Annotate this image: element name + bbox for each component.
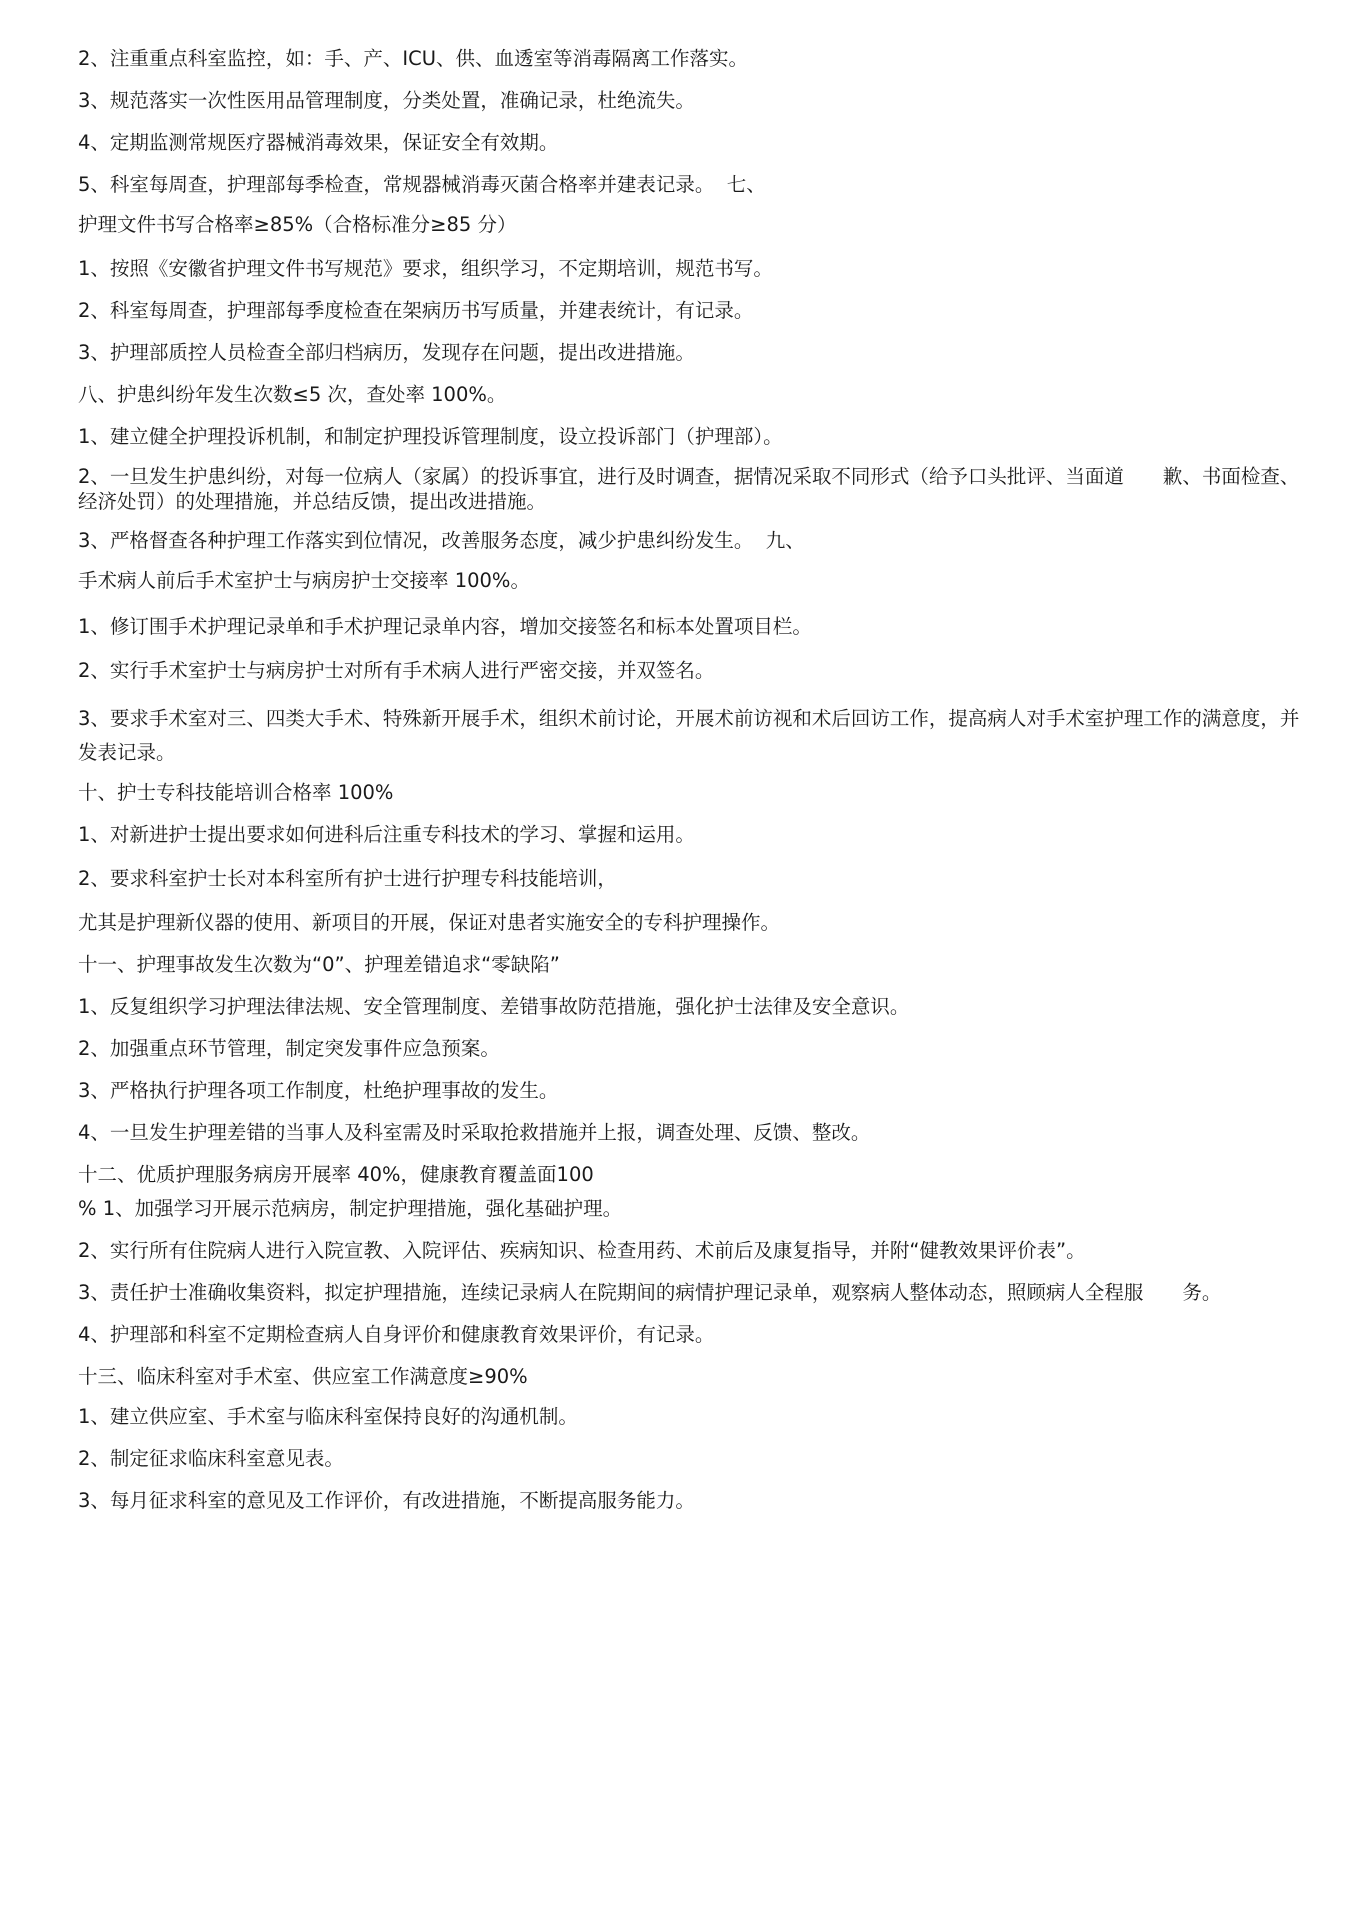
section-heading: 十一、护理事故发生次数为“0”、护理差错追求“零缺陷” xyxy=(78,953,560,976)
text-line: 2、实行手术室护士与病房护士对所有手术病人进行严密交接，并双签名。 xyxy=(78,659,715,682)
text-line: 4、一旦发生护理差错的当事人及科室需及时采取抢救措施并上报，调查处理、反馈、整改。 xyxy=(78,1121,871,1144)
text-line: 1、按照《安徽省护理文件书写规范》要求，组织学习，不定期培训，规范书写。 xyxy=(78,257,773,280)
text-line: 1、建立健全护理投诉机制，和制定护理投诉管理制度，设立投诉部门（护理部）。 xyxy=(78,425,783,448)
section-heading: 十三、临床科室对手术室、供应室工作满意度≥90% xyxy=(78,1365,528,1388)
document-page xyxy=(78,44,1318,1516)
text-line: 3、规范落实一次性医用品管理制度，分类处置，准确记录，杜绝流失。 xyxy=(78,89,695,112)
text-line: 4、定期监测常规医疗器械消毒效果，保证安全有效期。 xyxy=(78,131,559,154)
text-line: 3、要求手术室对三、四类大手术、特殊新开展手术，组织术前讨论，开展术前访视和术后回访工作，提高病人对手术室护理工作的满意度，并发表记录。 xyxy=(78,707,1300,764)
text-line: 1、对新进护士提出要求如何进科后注重专科技术的学习、掌握和运用。 xyxy=(78,823,695,846)
text-line: 5、科室每周查，护理部每季检查，常规器械消毒灭菌合格率并建表记录。 七、 xyxy=(78,173,766,196)
section-heading: 八、护患纠纷年发生次数≤5 次，查处率 100%。 xyxy=(78,383,507,406)
text-line: 2、加强重点环节管理，制定突发事件应急预案。 xyxy=(78,1037,500,1060)
text-line: 1、反复组织学习护理法律法规、安全管理制度、差错事故防范措施，强化护士法律及安全意识。 xyxy=(78,995,910,1018)
text-line: 3、责任护士准确收集资料，拟定护理措施，连续记录病人在院期间的病情护理记录单，观察病人整体动态，照顾病人全程服 务。 xyxy=(78,1281,1222,1304)
text-line: 2、制定征求临床科室意见表。 xyxy=(78,1447,344,1470)
text-line: 3、严格执行护理各项工作制度，杜绝护理事故的发生。 xyxy=(78,1079,559,1102)
text-line: 2、科室每周查，护理部每季度检查在架病历书写质量，并建表统计，有记录。 xyxy=(78,299,754,322)
text-line: 2、要求科室护士长对本科室所有护士进行护理专科技能培训， xyxy=(78,867,617,890)
text-line: 4、护理部和科室不定期检查病人自身评价和健康教育效果评价，有记录。 xyxy=(78,1323,715,1346)
text-line: 2、一旦发生护患纠纷，对每一位病人（家属）的投诉事宜，进行及时调查，据情况采取不同形式（给予口头批评、当面道 歉、书面检查、经济处罚）的处理措施，并总结反馈，提出改进措施。 xyxy=(78,465,1300,513)
text-line: 3、严格督查各种护理工作落实到位情况，改善服务态度，减少护患纠纷发生。 九、 xyxy=(78,529,805,552)
text-line: % 1、加强学习开展示范病房，制定护理措施，强化基础护理。 xyxy=(78,1197,623,1220)
section-heading: 手术病人前后手术室护士与病房护士交接率 100%。 xyxy=(78,569,530,592)
section-heading: 十、护士专科技能培训合格率 100% xyxy=(78,781,394,804)
section-heading: 十二、优质护理服务病房开展率 40%，健康教育覆盖面100 xyxy=(78,1163,594,1186)
text-line: 1、修订围手术护理记录单和手术护理记录单内容，增加交接签名和标本处置项目栏。 xyxy=(78,615,812,638)
text-line: 尤其是护理新仪器的使用、新项目的开展，保证对患者实施安全的专科护理操作。 xyxy=(78,911,781,934)
text-line: 3、每月征求科室的意见及工作评价，有改进措施，不断提高服务能力。 xyxy=(78,1489,695,1512)
text-line: 1、建立供应室、手术室与临床科室保持良好的沟通机制。 xyxy=(78,1405,578,1428)
text-line: 3、护理部质控人员检查全部归档病历，发现存在问题，提出改进措施。 xyxy=(78,341,695,364)
section-heading: 护理文件书写合格率≥85%（合格标准分≥85 分） xyxy=(78,213,517,236)
text-line: 2、实行所有住院病人进行入院宣教、入院评估、疾病知识、检查用药、术前后及康复指导，并附“健教效果评价表”。 xyxy=(78,1239,1086,1262)
text-line: 2、注重重点科室监控，如：手、产、ICU、供、血透室等消毒隔离工作落实。 xyxy=(78,47,749,70)
